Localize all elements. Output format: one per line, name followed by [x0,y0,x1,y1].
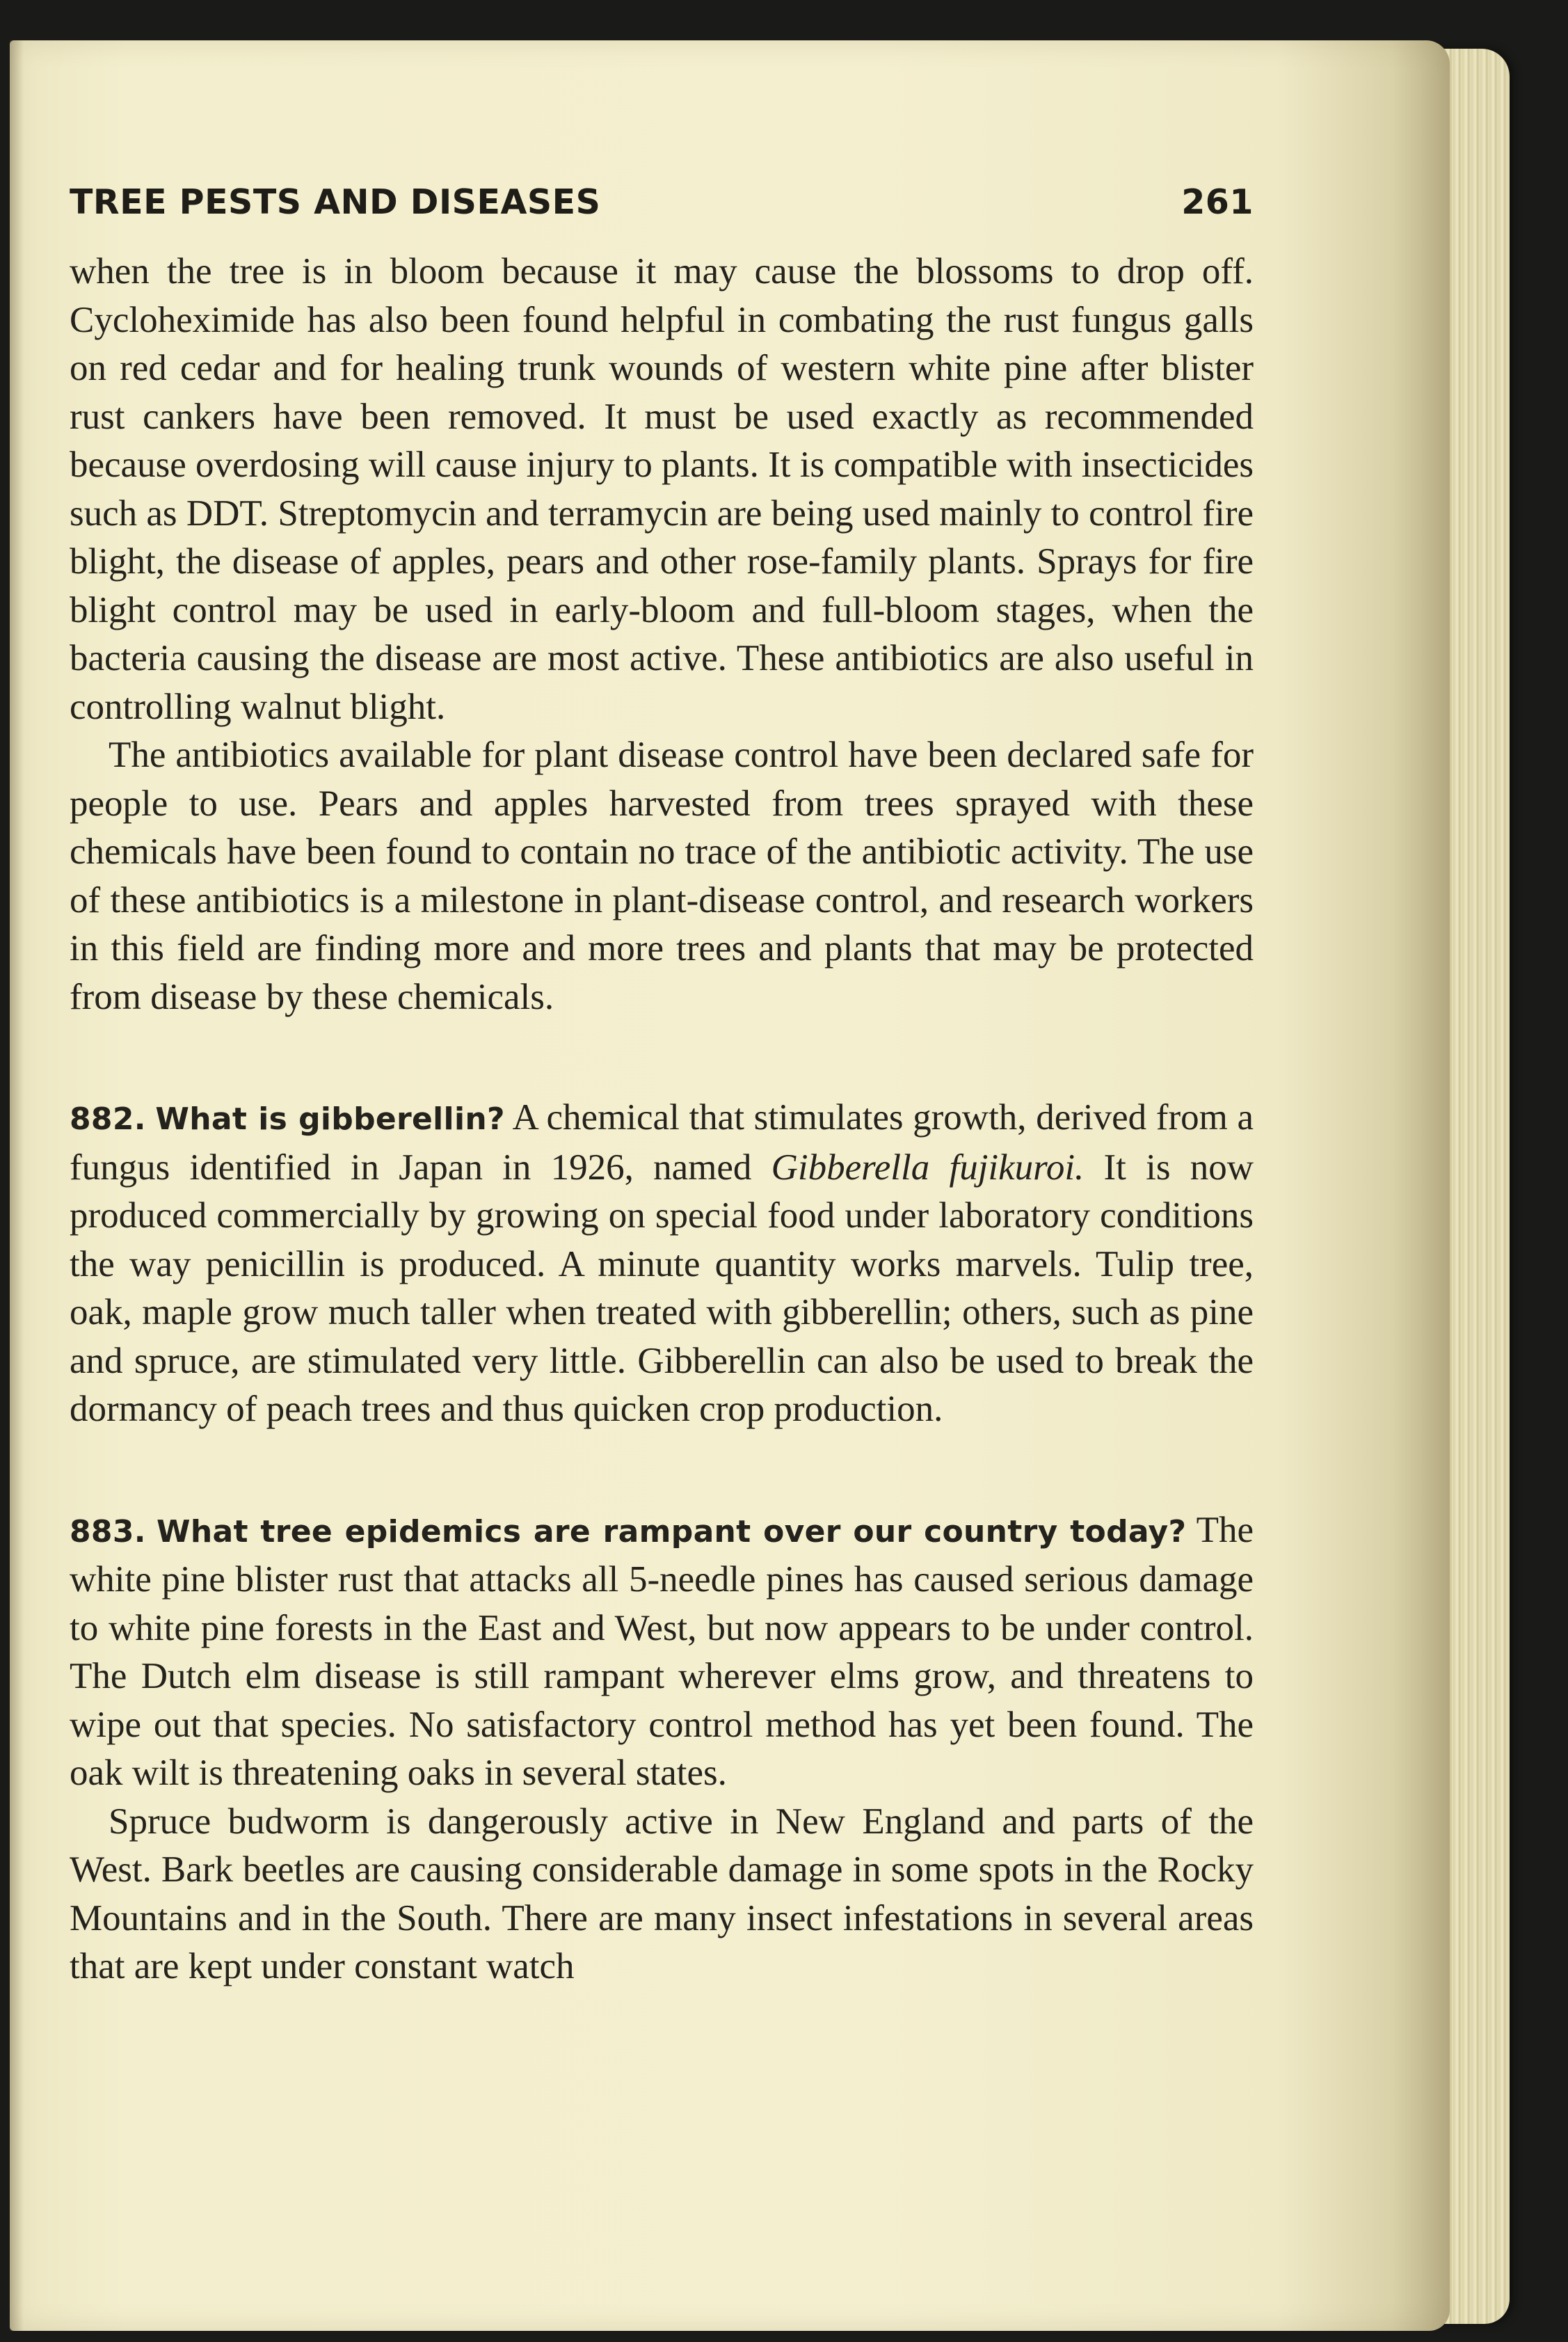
answer-text: A chemical that stimulates growth, derived from a fungus identified in Japan in 1926, named [70,1097,1254,1188]
section-gap [70,1021,1254,1094]
question-882 [70,1094,1254,1434]
question-number: 882. [70,1101,146,1137]
gutter-shadow [10,40,24,2331]
section-gap [70,1434,1254,1506]
paragraph-continuation: when the tree is in bloom because it may cause the blossoms to drop off. Cycloheximide has also been found helpful in combating the rust fungus galls on red cedar and for healing trunk wounds of western white pine after blister rust cankers have been removed. It must be used exactly as recommended because overdosing will cause injury to plants. It is compatible with insecticides such as DDT. Streptomycin and terramycin are being used mainly to control fire blight, the disease of apples, pears and other rose-family plants. Sprays for fire blight control may be used in early-bloom and full-bloom stages, when the bacteria causing the disease are most active. These antibiotics are also useful in controlling walnut blight. [70,251,1254,727]
paragraph-budworm: Spruce budworm is dangerously active in New England and parts of the West. Bark beetles are causing considerable damage in some spots in the Rocky Mountains and in the South. There are many insect infestations in several areas that are kept under constant watch [70,1801,1254,1986]
body-text [70,248,1254,1991]
question-number: 883. [70,1513,146,1550]
question-heading: What is gibberellin? [155,1101,505,1137]
question-883 [70,1506,1254,1798]
page-number: 261 [1181,182,1254,222]
answer-text-continued: It is now produced commercially by growing on special food under laboratory conditions the way penicillin is produced. A minute quantity works marvels. Tulip tree, oak, maple grow much taller when treated with gibberellin; others, such as pine and spruce, are stimulated very little. Gibberellin can also be used to break the dormancy of peach trees and thus quicken crop production. [70,1147,1254,1429]
question-heading: What tree epidemics are rampant over our country today? [157,1513,1187,1550]
answer-text: The white pine blister rust that attacks all 5-needle pines has caused serious damage to white pine forests in the East and West, but now appears to be under control. The Dutch elm disease is still rampant wherever elms grow, and threatens to wipe out that species. No satisfactory control method has yet been found. The oak wilt is threatening oaks in several states. [70,1509,1254,1793]
paragraph-antibiotics: The antibiotics available for plant disease control have been declared safe for people to use. Pears and apples harvested from trees sprayed with these chemicals have been found to contain no trace of the antibiotic activity. The use of these antibiotics is a milestone in plant-disease control, and research workers in this field are finding more and more trees and plants that may be protected from disease by these chemicals. [70,735,1254,1017]
chapter-title: TREE PESTS AND DISEASES [70,182,601,222]
species-name: Gibberella fujikuroi. [771,1147,1085,1188]
running-head [70,182,1254,231]
